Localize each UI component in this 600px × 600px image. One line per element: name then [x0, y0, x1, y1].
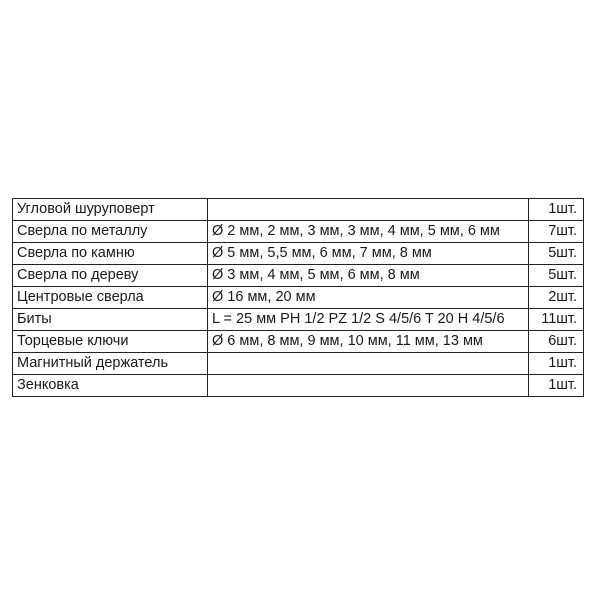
item-qty-cell: 5шт. [529, 243, 584, 265]
item-spec-cell: L = 25 мм PH 1/2 PZ 1/2 S 4/5/6 T 20 H 4/5/6 [208, 309, 529, 331]
kit-contents-body [13, 199, 584, 397]
table-row [13, 331, 584, 353]
item-qty-cell: 6шт. [529, 331, 584, 353]
item-qty-cell: 2шт. [529, 287, 584, 309]
table-row [13, 243, 584, 265]
item-name-cell: Сверла по камню [13, 243, 208, 265]
table-row [13, 353, 584, 375]
item-name-cell: Магнитный держатель [13, 353, 208, 375]
table-row [13, 287, 584, 309]
table-row [13, 309, 584, 331]
table-row [13, 199, 584, 221]
item-qty-cell: 11шт. [529, 309, 584, 331]
item-qty-cell: 5шт. [529, 265, 584, 287]
item-spec-cell: Ø 2 мм, 2 мм, 3 мм, 3 мм, 4 мм, 5 мм, 6 мм [208, 221, 529, 243]
item-spec-cell [208, 353, 529, 375]
item-qty-cell: 1шт. [529, 199, 584, 221]
item-spec-cell: Ø 5 мм, 5,5 мм, 6 мм, 7 мм, 8 мм [208, 243, 529, 265]
item-name-cell: Сверла по металлу [13, 221, 208, 243]
item-spec-cell: Ø 16 мм, 20 мм [208, 287, 529, 309]
item-spec-cell [208, 375, 529, 397]
item-spec-cell: Ø 3 мм, 4 мм, 5 мм, 6 мм, 8 мм [208, 265, 529, 287]
item-spec-cell: Ø 6 мм, 8 мм, 9 мм, 10 мм, 11 мм, 13 мм [208, 331, 529, 353]
item-name-cell: Зенковка [13, 375, 208, 397]
item-name-cell: Центровые сверла [13, 287, 208, 309]
table-row [13, 265, 584, 287]
item-spec-cell [208, 199, 529, 221]
table-row [13, 221, 584, 243]
table-row [13, 375, 584, 397]
item-name-cell: Сверла по дереву [13, 265, 208, 287]
item-qty-cell: 1шт. [529, 375, 584, 397]
item-name-cell: Биты [13, 309, 208, 331]
item-name-cell: Торцевые ключи [13, 331, 208, 353]
item-qty-cell: 7шт. [529, 221, 584, 243]
item-name-cell: Угловой шуруповерт [13, 199, 208, 221]
kit-contents-table [12, 198, 584, 397]
item-qty-cell: 1шт. [529, 353, 584, 375]
